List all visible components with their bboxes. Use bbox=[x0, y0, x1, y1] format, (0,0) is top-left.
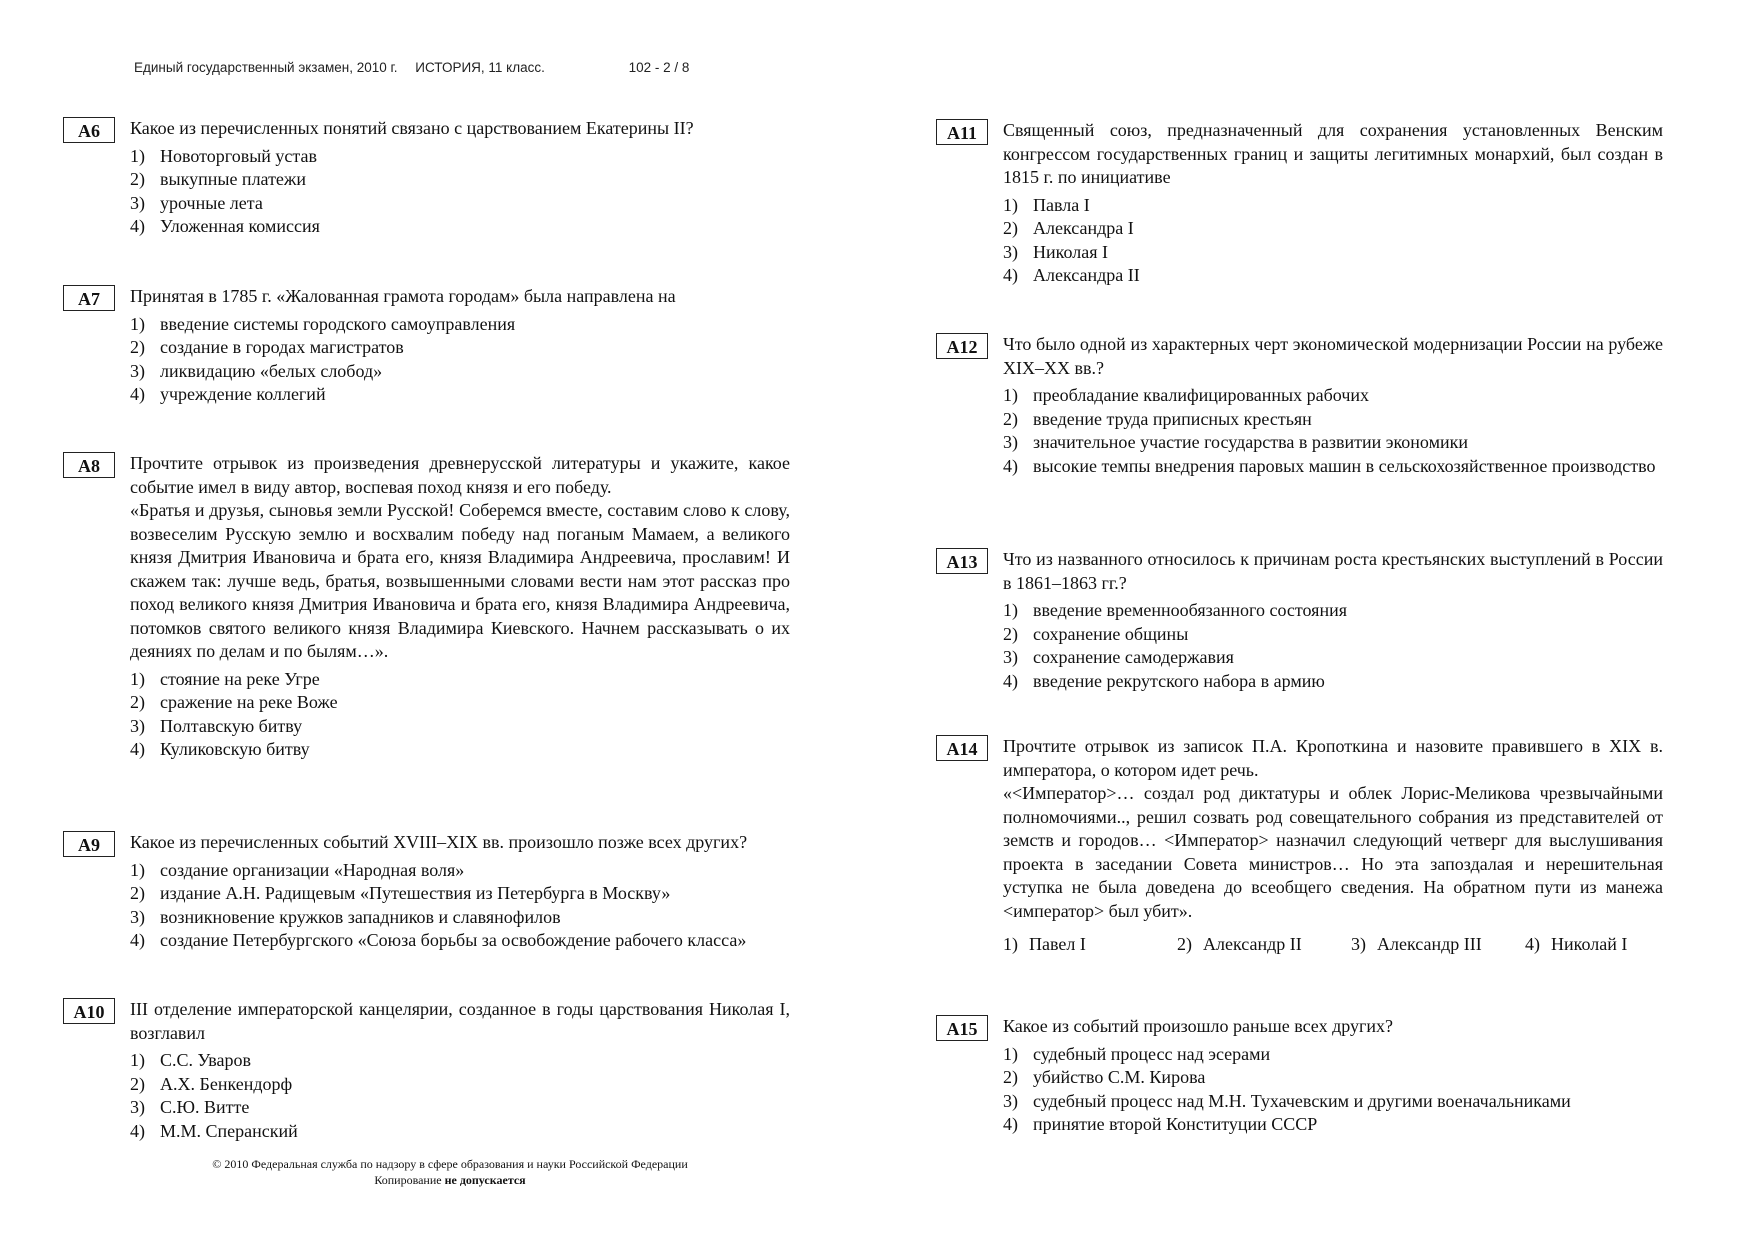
option bbox=[1003, 1090, 1663, 1114]
question-number: A10 bbox=[63, 998, 115, 1024]
option-text: создание организации «Народная воля» bbox=[160, 859, 465, 880]
option-number: 3) bbox=[1003, 432, 1018, 452]
option-text: урочные лета bbox=[160, 192, 263, 213]
option-number: 3) bbox=[1003, 1090, 1018, 1111]
question-a8 bbox=[63, 452, 790, 762]
option-number: 3) bbox=[1003, 241, 1018, 262]
option bbox=[130, 1073, 790, 1097]
option bbox=[1003, 408, 1663, 432]
option-text: С.С. Уваров bbox=[160, 1050, 251, 1070]
option-text: учреждение коллегий bbox=[160, 384, 326, 404]
option bbox=[1003, 623, 1663, 647]
option-text: убийство С.М. Кирова bbox=[1033, 1067, 1206, 1087]
option-text: ликвидацию «белых слобод» bbox=[160, 360, 383, 381]
option-number: 4) bbox=[1525, 934, 1540, 954]
quote-text: «Братья и друзья, сыновья земли Русской! Соберемся вместе, составим слово к слову, возвеселим Русскую землю и восхвалим победу над поганым Мамаем, а великого князя Дмитрия Ивановича и брата его, князя Владимира Андреевича, прославим! И скажем так: лучше ведь, братья, возвышенными словами вести нам этот рассказ про поход великого князя Дмитрия Ивановича и брата его, князя Владимира Андреевича, потомков святого великого князя Владимира Киевского. Начнем рассказывать о их деяниях по делам и по былям…». bbox=[130, 500, 790, 661]
option bbox=[1003, 384, 1663, 408]
option bbox=[130, 360, 790, 384]
option-number: 2) bbox=[1003, 623, 1018, 644]
option-text: Александр III bbox=[1377, 934, 1482, 954]
option-number: 4) bbox=[1003, 670, 1018, 691]
option-number: 1) bbox=[1003, 934, 1018, 954]
option-text: создание в городах магистратов bbox=[160, 337, 404, 357]
option-text: значительное участие государства в развитии экономики bbox=[1033, 432, 1468, 452]
option bbox=[130, 738, 790, 762]
option bbox=[1003, 1043, 1663, 1067]
question-number: A6 bbox=[63, 117, 115, 143]
option-text: сражение на реке Воже bbox=[160, 692, 338, 712]
option bbox=[1003, 670, 1663, 694]
option-number: 3) bbox=[130, 906, 145, 927]
option bbox=[1525, 933, 1645, 957]
option-number: 3) bbox=[130, 1097, 145, 1117]
option-number: 4) bbox=[1003, 455, 1018, 476]
option bbox=[1351, 933, 1525, 957]
options bbox=[1003, 194, 1663, 288]
question-a7 bbox=[63, 285, 790, 407]
option-number: 1) bbox=[130, 313, 145, 334]
option bbox=[130, 691, 790, 715]
option bbox=[1003, 1113, 1663, 1137]
option-number: 2) bbox=[1003, 408, 1018, 429]
option bbox=[130, 859, 790, 883]
option-text: С.Ю. Витте bbox=[160, 1097, 250, 1117]
option bbox=[130, 906, 790, 930]
option-number: 2) bbox=[1003, 218, 1018, 238]
option bbox=[1003, 455, 1663, 479]
question-a15 bbox=[936, 1015, 1663, 1137]
option-text: введение системы городского самоуправления bbox=[160, 313, 516, 334]
options bbox=[130, 668, 790, 762]
option-number: 3) bbox=[130, 360, 145, 381]
option-text: Новоторговый устав bbox=[160, 145, 317, 166]
question-a6 bbox=[63, 117, 790, 239]
copyright: © 2010 Федеральная служба по надзору в сфере образования и науки Российской Федерации bbox=[212, 1157, 688, 1171]
option bbox=[130, 168, 790, 192]
option-text: издание А.Н. Радищевым «Путешествия из Петербурга в Москву» bbox=[160, 883, 671, 903]
option-text: возникновение кружков западников и славянофилов bbox=[160, 906, 561, 927]
option-number: 2) bbox=[130, 692, 145, 712]
option-number: 3) bbox=[130, 192, 145, 213]
option-number: 1) bbox=[1003, 1043, 1018, 1064]
option bbox=[130, 313, 790, 337]
option-text: А.Х. Бенкендорф bbox=[160, 1073, 293, 1094]
option bbox=[1003, 194, 1663, 218]
option-number: 4) bbox=[130, 739, 145, 759]
option bbox=[1003, 599, 1663, 623]
question-a11 bbox=[936, 119, 1663, 288]
option-text: высокие темпы внедрения паровых машин в сельскохозяйственное производство bbox=[1033, 455, 1656, 476]
option bbox=[130, 1049, 790, 1073]
option-number: 2) bbox=[1177, 934, 1192, 954]
options bbox=[130, 145, 790, 239]
option-text: Павел I bbox=[1029, 934, 1086, 954]
question-text: Что было одной из характерных черт экономической модернизации России на рубеже XIX–XX вв.? bbox=[1003, 334, 1663, 378]
copy-notice-bold: не допускается bbox=[444, 1173, 526, 1187]
option-text: введение рекрутского набора в армию bbox=[1033, 670, 1325, 691]
option bbox=[1003, 646, 1663, 670]
option-number: 2) bbox=[130, 169, 145, 189]
option bbox=[130, 929, 790, 953]
question-number: A14 bbox=[936, 735, 988, 761]
option-number: 2) bbox=[1003, 1067, 1018, 1087]
option-text: Александр II bbox=[1203, 934, 1302, 954]
question-number: A8 bbox=[63, 452, 115, 478]
question-number: A7 bbox=[63, 285, 115, 311]
option-text: Куликовскую битву bbox=[160, 739, 310, 759]
option-number: 2) bbox=[130, 1073, 145, 1094]
footer bbox=[150, 1156, 750, 1188]
option-number: 4) bbox=[130, 216, 145, 236]
question-text: Что из названного относилось к причинам роста крестьянских выступлений в России в 1861–1863 гг.? bbox=[1003, 549, 1663, 593]
option-number: 4) bbox=[130, 930, 145, 950]
question-number: A11 bbox=[936, 119, 988, 145]
options bbox=[1003, 933, 1663, 957]
option-text: Александра I bbox=[1033, 218, 1134, 238]
question-a14 bbox=[936, 735, 1663, 957]
option-text: Уложенная комиссия bbox=[160, 216, 320, 236]
option-number: 2) bbox=[130, 883, 145, 903]
question-number: A13 bbox=[936, 548, 988, 574]
question-text: Какое из перечисленных понятий связано с царствованием Екатерины II? bbox=[130, 118, 694, 138]
question-text: III отделение императорской канцелярии, созданное в годы царствования Николая I, возглавил bbox=[130, 999, 790, 1043]
option bbox=[130, 145, 790, 169]
option bbox=[130, 715, 790, 739]
option-number: 3) bbox=[1003, 647, 1018, 667]
option-number: 4) bbox=[1003, 265, 1018, 285]
options bbox=[1003, 384, 1663, 478]
option-number: 1) bbox=[130, 859, 145, 880]
option-number: 2) bbox=[130, 337, 145, 357]
question-text: Священный союз, предназначенный для сохранения установленных Венским конгрессом государственных границ и защиты легитимных монархий, был создан в 1815 г. по инициативе bbox=[1003, 120, 1663, 187]
option-text: судебный процесс над М.Н. Тухачевским и другими военачальниками bbox=[1033, 1090, 1571, 1111]
option bbox=[130, 192, 790, 216]
option bbox=[1003, 933, 1177, 957]
exam-title: Единый государственный экзамен, 2010 г. bbox=[134, 60, 398, 75]
option-text: введение временнообязанного состояния bbox=[1033, 600, 1348, 620]
option-text: принятие второй Конституции СССР bbox=[1033, 1114, 1318, 1134]
option-text: Полтавскую битву bbox=[160, 715, 303, 736]
question-number: A9 bbox=[63, 831, 115, 857]
option-number: 1) bbox=[1003, 194, 1018, 215]
option-text: создание Петербургского «Союза борьбы за освобождение рабочего класса» bbox=[160, 930, 747, 950]
option-number: 1) bbox=[130, 1050, 145, 1070]
option-text: Александра II bbox=[1033, 265, 1140, 285]
option bbox=[130, 882, 790, 906]
option bbox=[1003, 217, 1663, 241]
option bbox=[1003, 431, 1663, 455]
copy-notice: Копирование bbox=[374, 1173, 445, 1187]
option-text: преобладание квалифицированных рабочих bbox=[1033, 385, 1370, 405]
question-a10 bbox=[63, 998, 790, 1143]
question-text: Прочтите отрывок из записок П.А. Кропоткина и назовите правившего в XIX в. императора, о котором идет речь. bbox=[1003, 736, 1663, 780]
question-number: A12 bbox=[936, 333, 988, 359]
option-text: Павла I bbox=[1033, 194, 1090, 215]
option bbox=[1003, 241, 1663, 265]
option-text: Николай I bbox=[1551, 934, 1628, 954]
option-text: выкупные платежи bbox=[160, 169, 306, 189]
question-text: Какое из перечисленных событий XVIII–XIX вв. произошло позже всех других? bbox=[130, 832, 748, 852]
option bbox=[1003, 264, 1663, 288]
option-number: 1) bbox=[130, 668, 145, 689]
option-number: 1) bbox=[1003, 385, 1018, 405]
option-number: 3) bbox=[130, 715, 145, 736]
question-text: Какое из событий произошло раньше всех других? bbox=[1003, 1016, 1393, 1036]
option-text: Николая I bbox=[1033, 241, 1108, 262]
options bbox=[130, 313, 790, 407]
question-a13 bbox=[936, 548, 1663, 693]
option-number: 4) bbox=[130, 1120, 145, 1141]
option bbox=[130, 215, 790, 239]
option bbox=[130, 668, 790, 692]
option bbox=[130, 1096, 790, 1120]
question-text: Прочтите отрывок из произведения древнерусской литературы и укажите, какое событие имел в виду автор, воспевая поход князя и его победу. bbox=[130, 453, 790, 497]
options bbox=[1003, 1043, 1663, 1137]
page-header bbox=[134, 60, 689, 75]
option bbox=[130, 383, 790, 407]
subject: ИСТОРИЯ, 11 класс. bbox=[415, 60, 545, 75]
option-number: 3) bbox=[1351, 934, 1366, 954]
options bbox=[130, 859, 790, 953]
option bbox=[130, 336, 790, 360]
options bbox=[130, 1049, 790, 1143]
option-text: стояние на реке Угре bbox=[160, 668, 320, 689]
question-text: Принятая в 1785 г. «Жалованная грамота городам» была направлена на bbox=[130, 286, 676, 306]
question-a9 bbox=[63, 831, 790, 953]
options bbox=[1003, 599, 1663, 693]
option-number: 4) bbox=[1003, 1114, 1018, 1134]
option-text: сохранение самодержавия bbox=[1033, 647, 1234, 667]
quote-text: «<Император>… создал род диктатуры и облек Лорис-Меликова чрезвычайными полномочиями.., решил созвать род совещательного собрания из представителей от земств и городов… <Император> назначил следующий четверг для выслушивания проекта в заседании Совета министров… Но эта запоздалая и нерешительная уступка не была доведена до всеобщего сведения. На обратном пути из манежа <император> был убит». bbox=[1003, 783, 1663, 921]
option-text: М.М. Сперанский bbox=[160, 1120, 298, 1141]
option-number: 4) bbox=[130, 384, 145, 404]
option-number: 1) bbox=[130, 145, 145, 166]
option-text: сохранение общины bbox=[1033, 623, 1189, 644]
question-number: A15 bbox=[936, 1015, 988, 1041]
question-a12 bbox=[936, 333, 1663, 478]
option bbox=[1177, 933, 1351, 957]
option-text: судебный процесс над эсерами bbox=[1033, 1043, 1271, 1064]
page-number: 102 - 2 / 8 bbox=[628, 60, 690, 75]
option-number: 1) bbox=[1003, 600, 1018, 620]
option-text: введение труда приписных крестьян bbox=[1033, 408, 1312, 429]
option bbox=[130, 1120, 790, 1144]
option bbox=[1003, 1066, 1663, 1090]
